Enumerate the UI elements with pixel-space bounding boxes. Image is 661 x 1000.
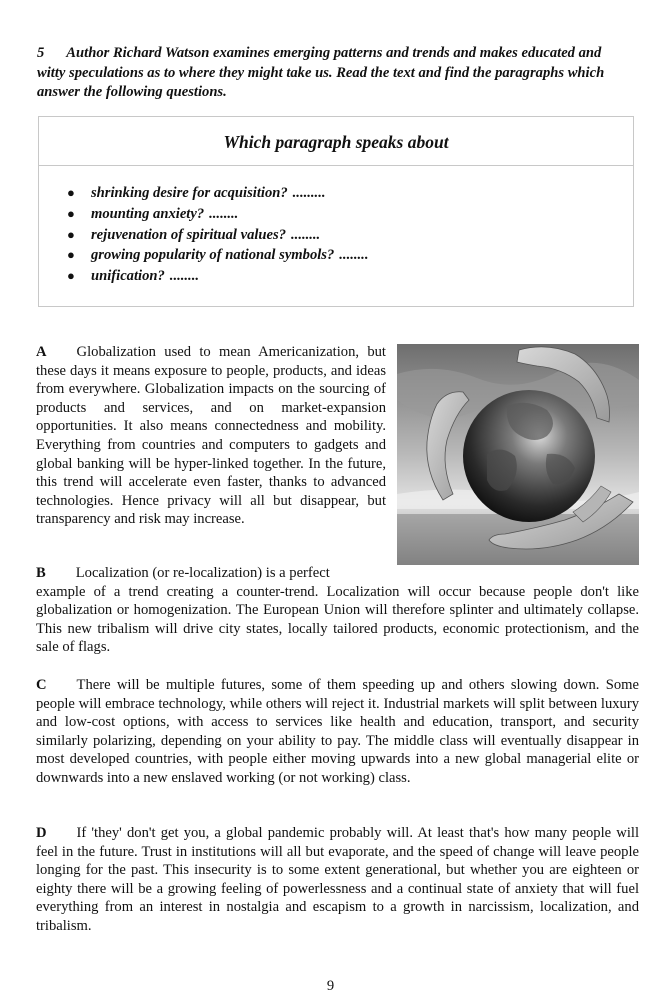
paragraph-text: There will be multiple futures, some of them speeding up and others slowing down. Some people will embrace technology, while others will reject it. Industrial markets will split between luxury and low-cost options, with access to services like health and education, transport, and security similarly polarizing, depending on your ability to pay. The middle class will eventually disappear in most developed countries, with people either moving upwards into a new global managerial elite or downwards into a new enslaved working (or not working) class. (36, 677, 639, 786)
answer-blank[interactable]: ........ (209, 205, 239, 222)
bullet-icon: ● (67, 268, 75, 284)
answer-blank[interactable]: ......... (292, 185, 326, 201)
paragraph-c (36, 676, 639, 788)
question-text: rejuvenation of spiritual values? (91, 226, 287, 243)
question-text: shrinking desire for acquisition? (91, 185, 288, 201)
question-item (67, 266, 368, 287)
answer-blank[interactable]: ........ (339, 247, 369, 264)
answer-blank[interactable]: ........ (291, 226, 321, 243)
paragraph-text: Globalization used to mean Americanization, but these days it means exposure to people, products, and ideas from everywhere. Globalization impacts on the sourcing of products and services, and on market-expansion opportunities. It also means connectedness and mobility. Everything from countries and computers to gadgets and global banking will be hyper-linked together. In the future, this trend will accelerate even faster, thanks to advanced technologies. Hence privacy will all but disappear, but transparency and risk may increase. (36, 344, 386, 528)
paragraph-b (36, 564, 639, 657)
question-text: growing popularity of national symbols? (91, 247, 335, 264)
page-number: 9 (326, 978, 335, 994)
question-list (67, 183, 368, 287)
paragraph-text: example of a trend creating a counter-trend. Localization will occur because people don't like globalization or homogenization. The European Union will therefore splinter and ultimately collapse. This new tribalism will drive city states, locally tailored products, economic protectionism, and the sale of flags. (36, 583, 639, 656)
question-item (67, 225, 368, 246)
question-item (67, 245, 368, 266)
exercise-number: 5 (37, 45, 45, 61)
paragraph-letter: B (36, 565, 46, 581)
paragraph-first-line (36, 564, 386, 583)
paragraph-letter: A (36, 344, 47, 360)
question-box (38, 116, 634, 307)
paragraph-text: If 'they' don't get you, a global pandemic probably will. At least that's how many people will feel in the future. Trust in institutions will all but evaporate, and the speed of change will leave people longing for the past. This insecurity is to some extent generational, but whether you are eighteen or eighty there will be a growing feeling of powerlessness and a continual state of anxiety that will fuel everything from an interest in nostalgia and escapism to a growth in narcissism, localization, and tribalism. (36, 825, 639, 934)
globe-in-hands-photo (397, 344, 639, 565)
answer-blank[interactable]: ........ (169, 268, 199, 285)
question-text: unification? (91, 268, 165, 285)
instruction-text: Author Richard Watson examines emerging patterns and trends and makes educated and witty speculations as to where they might take us. Read the text and find the paragraphs which answer the following questions. (37, 45, 605, 100)
paragraph-d (36, 824, 639, 936)
paragraph-letter: C (36, 677, 47, 693)
bullet-icon: ● (67, 247, 75, 263)
bullet-icon: ● (67, 205, 75, 221)
bullet-icon: ● (67, 185, 75, 200)
question-item (67, 204, 368, 225)
bullet-icon: ● (67, 226, 75, 242)
question-text: mounting anxiety? (91, 205, 205, 222)
question-box-heading: Which paragraph speaks about (39, 117, 633, 166)
paragraph-letter: D (36, 825, 47, 841)
question-item (67, 183, 368, 204)
paragraph-text-start: Localization (or re-localization) is a perfect (75, 565, 330, 581)
exercise-instruction (37, 44, 632, 103)
paragraph-a (36, 343, 386, 529)
